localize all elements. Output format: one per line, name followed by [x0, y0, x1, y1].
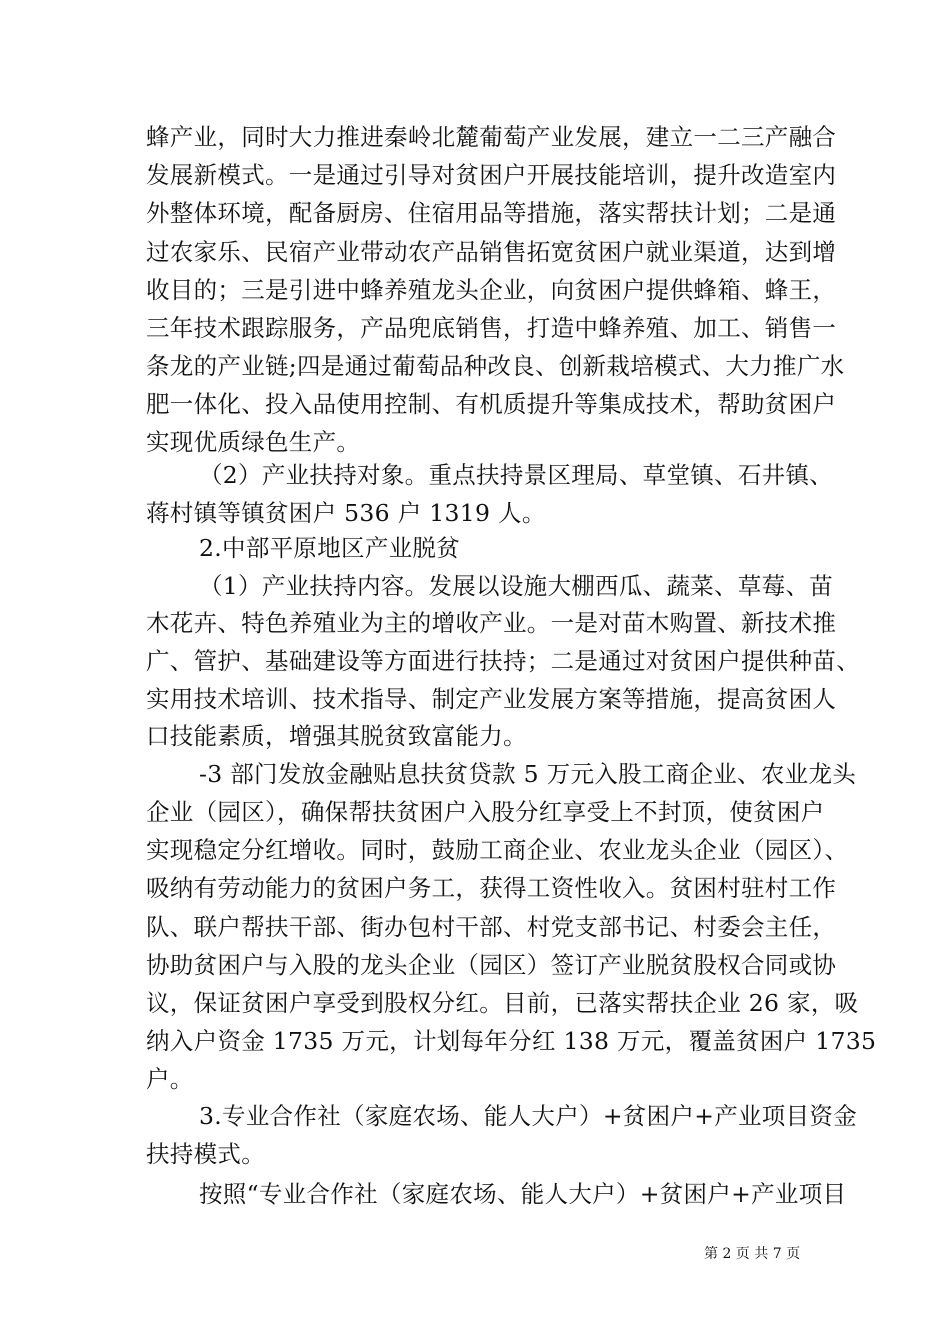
page-number-footer: 第 2 页 共 7 页 [704, 1246, 801, 1262]
text-line: 收目的；三是引进中蜂养殖龙头企业，向贫困户提供蜂箱、蜂王， [146, 276, 837, 304]
text-line: 议，保证贫困户享受到股权分红。目前，已落实帮扶企业 26 家，吸 [146, 989, 859, 1017]
text-line: 吸纳有劳动能力的贫困户务工，获得工资性收入。贫困村驻村工作 [146, 874, 837, 902]
text-line: （1）产业扶持内容。发展以设施大棚西瓜、蔬菜、草莓、苗 [199, 572, 834, 600]
text-line: 外整体环境，配备厨房、住宿用品等措施，落实帮扶计划；二是通 [146, 199, 837, 227]
text-line: 队、联户帮扶干部、街办包村干部、村党支部书记、村委会主任， [146, 913, 837, 941]
text-line: 肥一体化、投入品使用控制、有机质提升等集成技术，帮助贫困户 [146, 390, 837, 418]
text-line: 三年技术跟踪服务，产品兜底销售，打造中蜂养殖、加工、销售一 [146, 314, 837, 342]
text-line: 企业（园区），确保帮扶贫困户入股分红享受上不封顶，使贫困户 [146, 798, 825, 826]
section-heading: 2.中部平原地区产业脱贫 [199, 534, 461, 562]
text-line: 广、管护、基础建设等方面进行扶持；二是通过对贫困户提供种苗、 [146, 647, 860, 675]
text-line: 按照“专业合作社（家庭农场、能人大户）+贫困户+产业项目 [199, 1180, 847, 1208]
text-line: 纳入户资金 1735 万元，计划每年分红 138 万元，覆盖贫困户 1735 [146, 1027, 877, 1055]
text-line: -3 部门发放金融贴息扶贫贷款 5 万元入股工商企业、农业龙头 [199, 760, 857, 788]
text-line: 过农家乐、民宿产业带动农产品销售拓宽贫困户就业渠道，达到增 [146, 238, 837, 266]
text-line: 口技能素质，增强其脱贫致富能力。 [146, 722, 527, 750]
text-line: （2）产业扶持对象。重点扶持景区理局、草堂镇、石井镇、 [199, 461, 834, 489]
text-line: 实现优质绿色生产。 [146, 428, 361, 456]
text-line: 扶持模式。 [146, 1140, 265, 1168]
text-line: 木花卉、特色养殖业为主的增收产业。一是对苗木购置、新技术推 [146, 609, 837, 637]
section-heading: 3.专业合作社（家庭农场、能人大户）+贫困户+产业项目资金 [199, 1102, 858, 1130]
text-line: 发展新模式。一是通过引导对贫困户开展技能培训，提升改造室内 [146, 161, 837, 189]
text-line: 实用技术培训、技术指导、制定产业发展方案等措施，提高贫困人 [146, 685, 837, 713]
text-line: 户。 [146, 1065, 194, 1093]
text-line: 条龙的产业链;四是通过葡萄品种改良、创新栽培模式、大力推广水 [146, 352, 845, 380]
text-line: 协助贫困户与入股的龙头企业（园区）签订产业脱贫股权合同或协 [146, 951, 837, 979]
text-line: 实现稳定分红增收。同时，鼓励工商企业、农业龙头企业（园区）、 [146, 836, 849, 864]
text-line: 蒋村镇等镇贫困户 536 户 1319 人。 [146, 499, 546, 527]
text-line: 蜂产业，同时大力推进秦岭北麓葡萄产业发展，建立一二三产融合 [146, 123, 837, 151]
